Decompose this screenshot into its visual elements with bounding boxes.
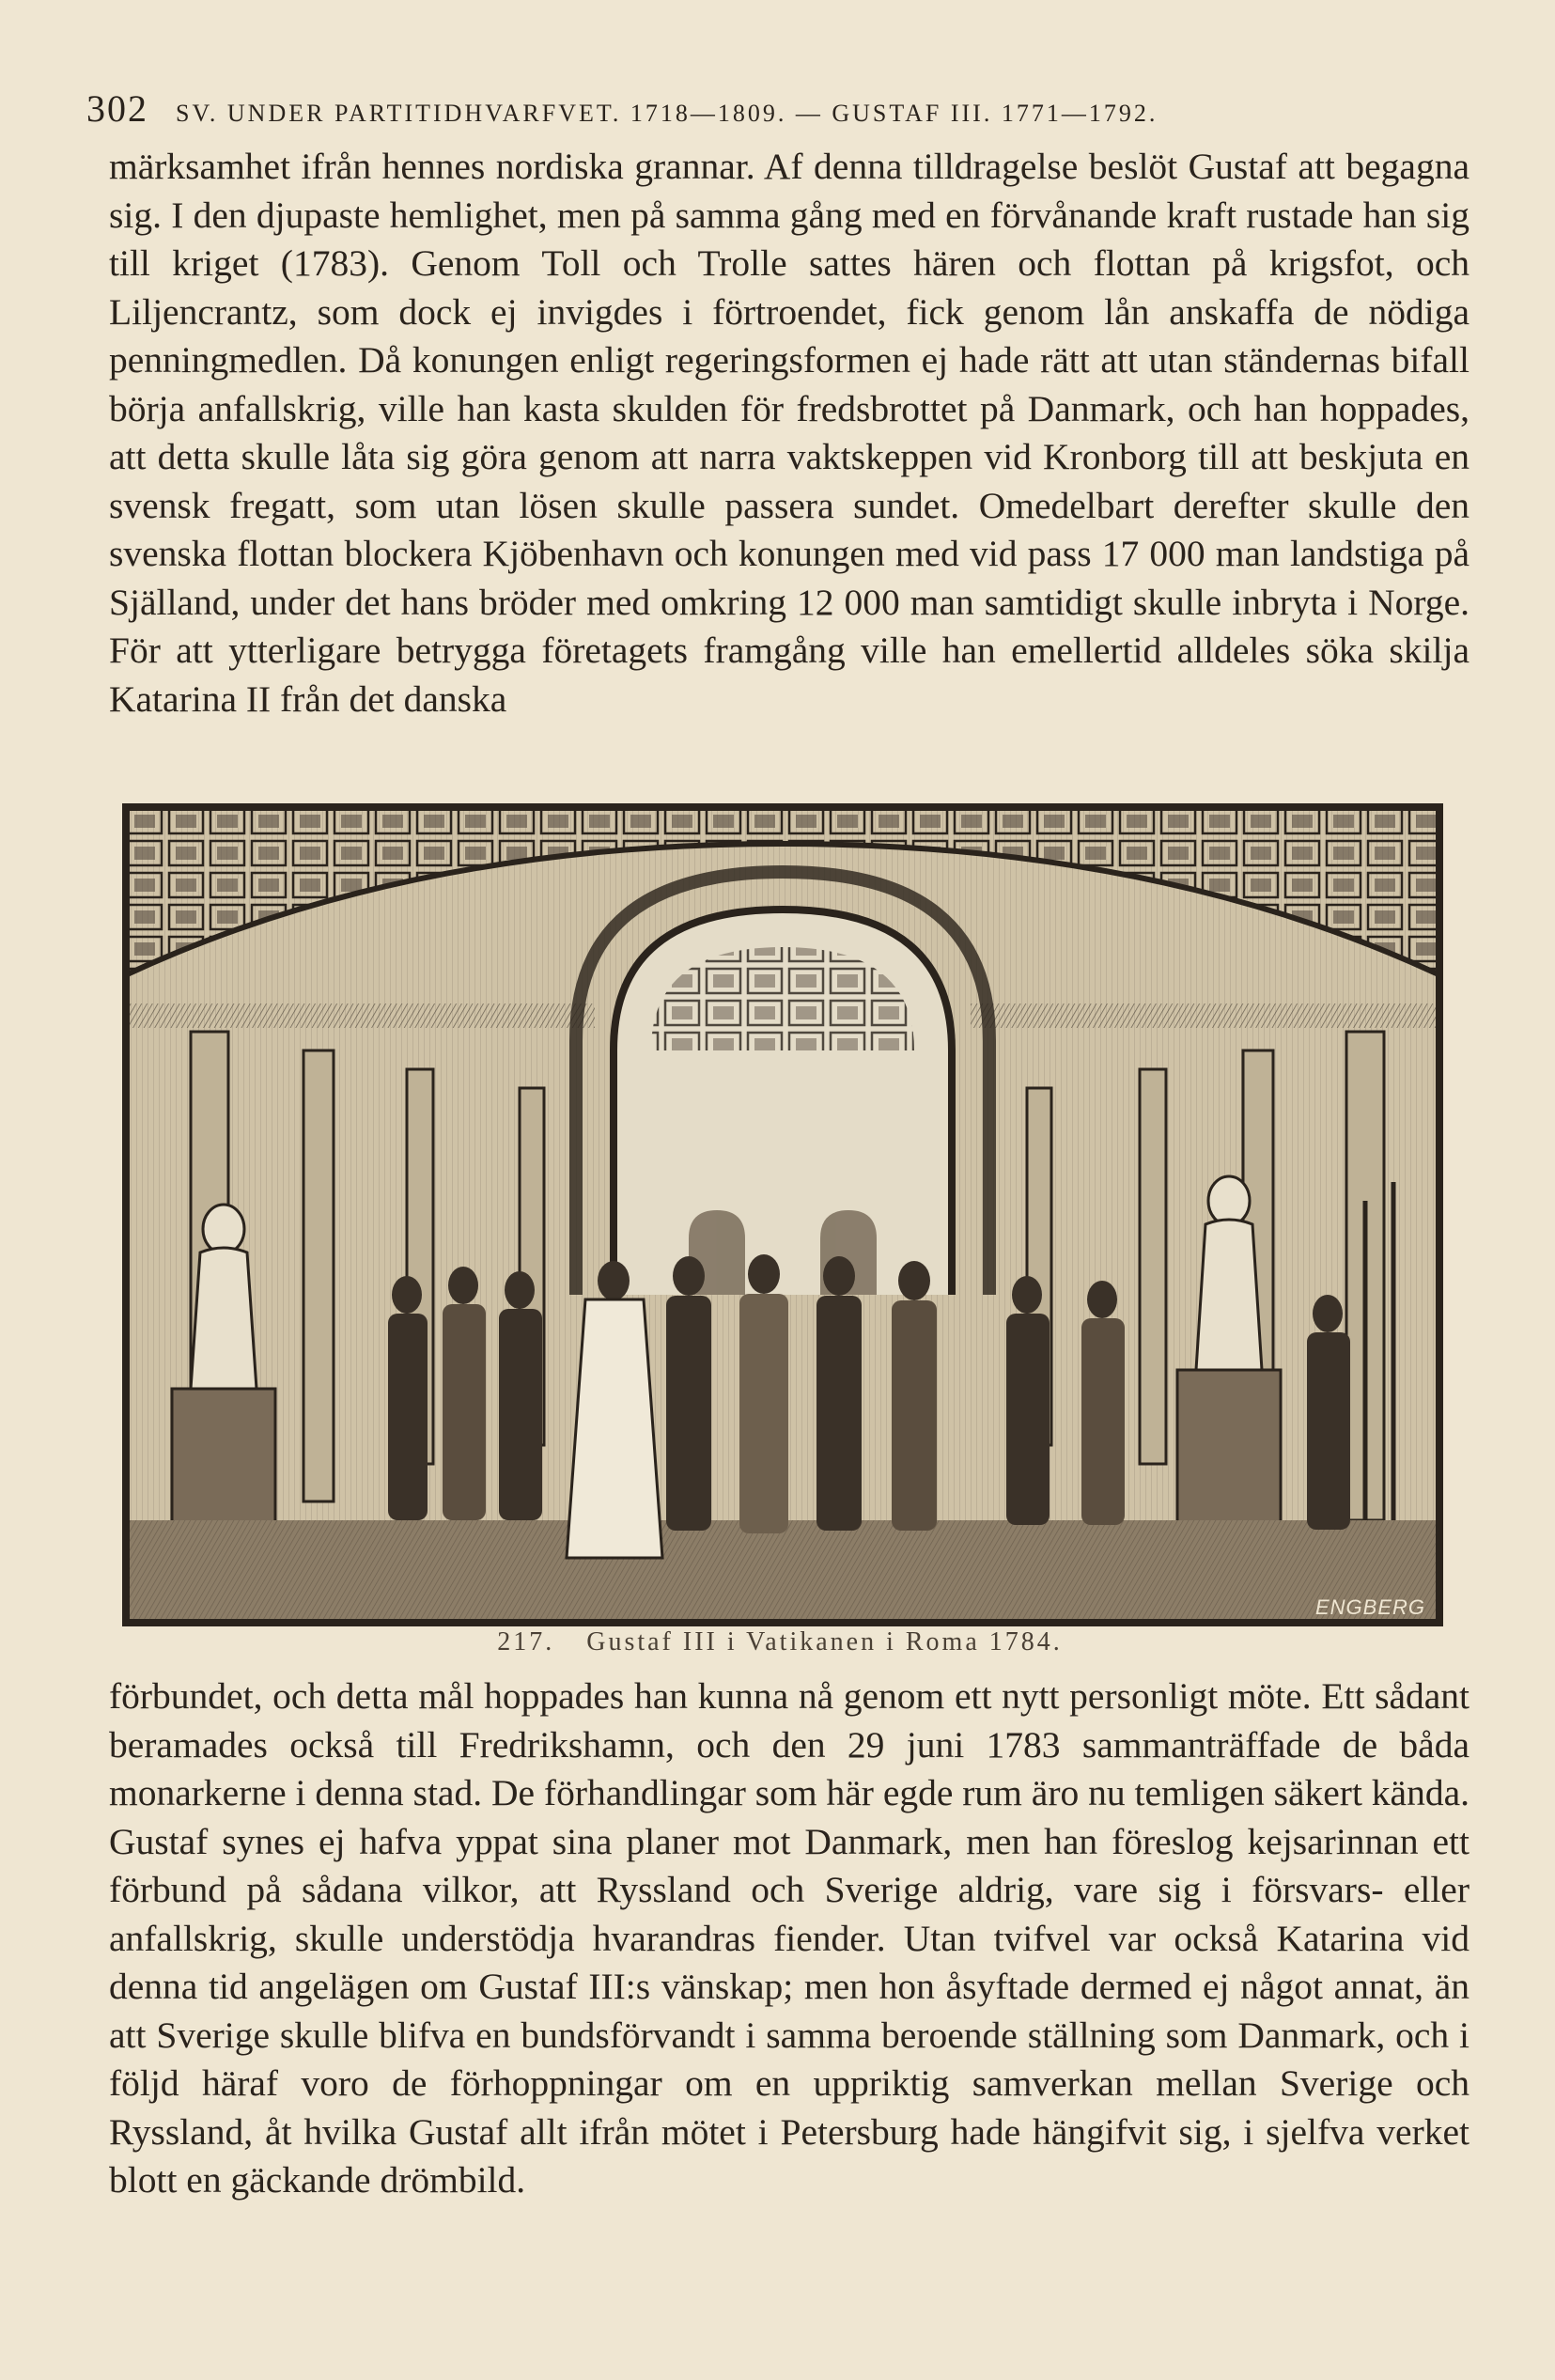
vatican-hall-engraving bbox=[125, 806, 1440, 1624]
page-number: 302 bbox=[86, 87, 148, 130]
running-title: SV. UNDER PARTITIDHVARFVET. 1718—1809. — GUSTAF III. 1771—1792. bbox=[176, 100, 1158, 127]
figure-number: 217. bbox=[497, 1627, 555, 1657]
figure-group-left bbox=[388, 1267, 542, 1520]
running-head bbox=[86, 86, 1477, 133]
body-paragraph-top: märksamhet ifrån hennes nordiska grannar. Af denna tilldragelse beslöt Gustaf att begagna sig. I den djupaste hemlighet, men på samma gång med en förvånande kraft rustade han sig till kriget (1783). Genom Toll och Trolle sattes hären och flottan på krigsfot, och Liljencrantz, som dock ej invigdes i förtroendet, fick genom lån anskaffa de nödiga penningmedlen. Då konungen enligt regeringsformen ej hade rätt att utan ständernas bifall börja anfallskrig, ville han kasta skulden för fredsbrottet på Danmark, och han hoppades, att detta skulle låta sig göra genom att narra vaktskeppen vid Kronborg till att beskjuta en svensk fregatt, som utan lösen skulle passera sundet. Omedelbart derefter skulle den svenska flottan blockera Kjöbenhavn och konungen med vid pass 17 000 man landstiga på Själland, under det hans bröder med omkring 12 000 man samtidigt skulle inbryta i Norge. För att ytterligare betrygga företagets framgång ville han emellertid alldeles söka skilja Katarina II från det danska bbox=[109, 146, 1469, 720]
engraving-illustration bbox=[122, 803, 1443, 1626]
figure-caption bbox=[122, 1627, 1438, 1661]
figure-caption-text: Gustaf III i Vatikanen i Roma 1784. bbox=[586, 1627, 1063, 1657]
body-paragraph-bottom: förbundet, och detta mål hoppades han kunna nå genom ett nytt personligt möte. Ett sådant beramades också till Fredrikshamn, och den 29 juni 1783 sammanträffade de båda monarkerne i denna stad. De förhandlingar som här egde rum äro nu temligen säkert kända. Gustaf synes ej hafva yppat sina planer mot Danmark, men han föreslog kejsarinnan ett förbund på sådana vilkor, att Ryssland och Sverige aldrig, vare sig i försvars- eller anfallskrig, skulle understödja hvarandras fiender. Utan tvifvel var också Katarina vid denna tid angelägen om Gustaf III:s vänskap; men hon åsyftade dermed ej något annat, än att Sverige skulle blifva en bundsförvandt i samma beroende ställning som Danmark, och i följd häraf voro de förhoppningar om en uppriktig samverkan mellan Sverige och Ryssland, åt hvilka Gustaf allt ifrån mötet i Petersburg hade hängifvit sig, i sjelfva verket blott en gäckande drömbild. bbox=[109, 1675, 1469, 2201]
engraver-signature: ENGBERG bbox=[1314, 1595, 1425, 1619]
